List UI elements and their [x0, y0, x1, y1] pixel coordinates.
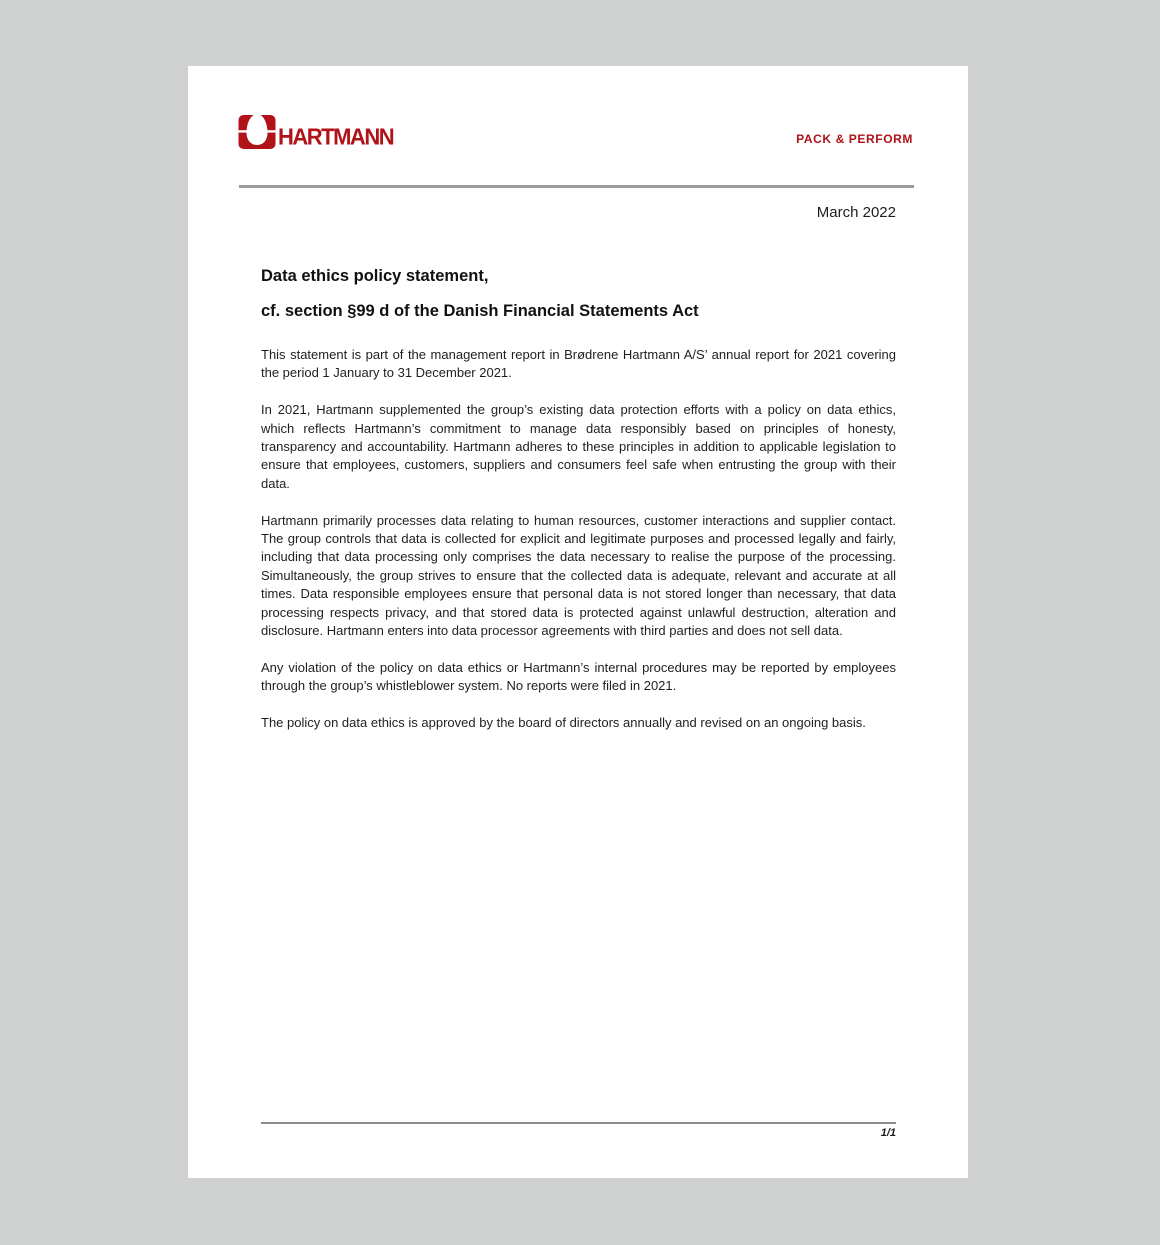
hartmann-logo: [238, 112, 393, 150]
paragraph-board-approval: The policy on data ethics is approved by the board of directors annually and revised on an ongoing basis.: [261, 715, 866, 731]
paragraph-policy-background: In 2021, Hartmann supplemented the group’s existing data protection efforts with a policy on data ethics, which reflects Hartmann’s commitment to manage data responsibly based on principles of honesty, transparency and accountability. Hartmann adheres to these principles in addition to applicable legislation to ensure that employees, customers, suppliers and consumers feel safe when entrusting the group with their data.: [261, 402, 896, 491]
document-page: [188, 66, 968, 1178]
hartmann-logo-text: HARTMANN: [278, 123, 394, 150]
title-line-2: cf. section §99 d of the Danish Financial Statements Act: [261, 302, 699, 320]
document-title: [261, 267, 901, 337]
paragraph-intro: This statement is part of the management report in Brødrene Hartmann A/S’ annual report for 2021 covering the period 1 January to 31 December 2021.: [261, 347, 896, 381]
title-line-1: Data ethics policy statement,: [261, 267, 489, 285]
header-divider: [239, 185, 914, 188]
paragraph-whistleblower: Any violation of the policy on data ethics or Hartmann’s internal procedures may be reported by employees through the group’s whistleblower system. No reports were filed in 2021.: [261, 659, 896, 694]
paragraph-data-processing: Hartmann primarily processes data relating to human resources, customer interactions and supplier contact. The group controls that data is collected for explicit and legitimate purposes and processed legally and fairly, including that data processing only comprises the data necessary to realise the purpose of the processing. Simultaneously, the group strives to ensure that the collected data is adequate, relevant and accurate at all times. Data responsible employees ensure that personal data is not stored longer than necessary, that data processing respects privacy, and that stored data is protected against unlawful destruction, alteration and disclosure. Hartmann enters into data processor agreements with third parties and does not sell data.: [261, 512, 896, 639]
footer-divider: [261, 1122, 896, 1124]
hartmann-egg-icon: [238, 112, 276, 150]
brand-tagline: PACK & PERFORM: [796, 132, 913, 146]
document-date: March 2022: [816, 204, 896, 221]
document-body: [261, 346, 896, 751]
page-number: 1/1: [880, 1127, 896, 1139]
